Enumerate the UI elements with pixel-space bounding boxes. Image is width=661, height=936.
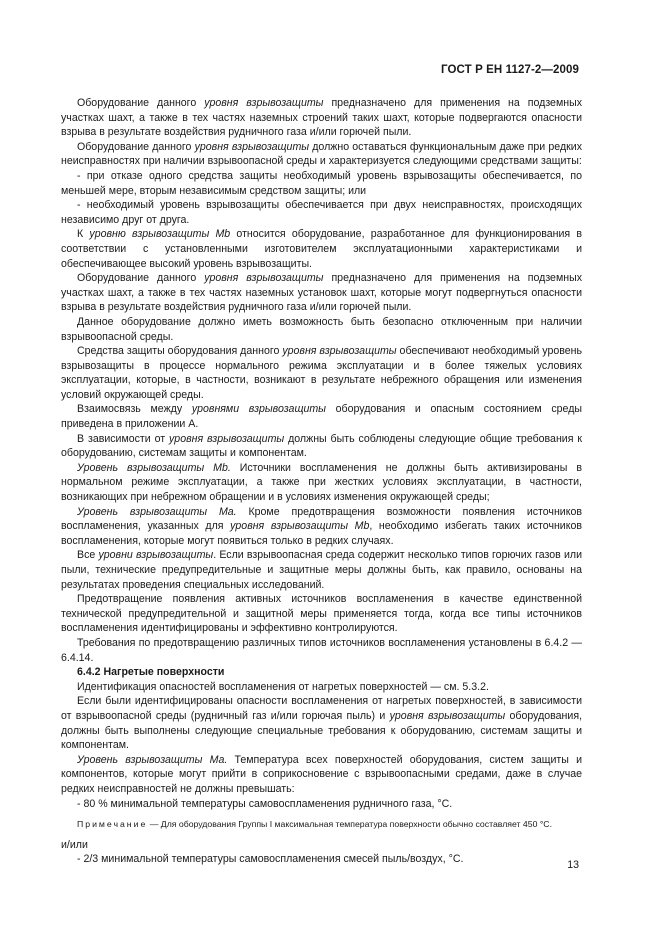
- text-segment: относится оборудование, разработанное для функционирования в соответствии с установленными изготовителем эксплуатационными характеристиками и обеспечивающее высокий уровень взрывозащиты.: [61, 228, 582, 270]
- text-segment: . Если взрывоопасная среда содержит несколько типов горючих газов или пыли, технические предупредительные и защитные меры должны быть, как правило, основаны на результатах проведения специальных исследований.: [61, 549, 582, 591]
- paragraph: [61, 592, 582, 636]
- italic-term: уровня взрывозащиты: [169, 432, 285, 445]
- italic-term: уровня взрывозащиты Mb: [230, 520, 370, 533]
- paragraph: [61, 315, 582, 344]
- paragraph: [61, 838, 582, 853]
- text-segment: предназначено для применения на подземных участках шахт, а также в тех частях наземных строений таких шахт, которые подвергаются опасности взрыва в результате воздействия рудничного газа и/или горючей пыли.: [61, 97, 582, 139]
- text-segment: К: [77, 228, 90, 241]
- italic-term: уровня взрывозащиты: [204, 97, 324, 109]
- paragraph: [61, 461, 582, 505]
- text-segment: — Для оборудования Группы I максимальная температура поверхности обычно составляет 450 °С.: [147, 819, 552, 830]
- paragraph: [61, 505, 582, 549]
- italic-term: уровня взрывозащиты: [282, 345, 397, 358]
- paragraph: [61, 96, 582, 140]
- text-segment: Температура всех поверхностей оборудования, систем защиты и компонентов, которые могут прийти в соприкосновение с взрывоопасными средами, даже в случае редких неисправностей не должны превышать:: [61, 753, 582, 795]
- document-body: [61, 96, 582, 867]
- text-segment: Оборудование данного: [77, 97, 205, 109]
- text-segment: Взаимосвязь между: [77, 403, 192, 416]
- document-header: ГОСТ Р ЕН 1127-2—2009: [441, 64, 579, 76]
- paragraph: [61, 680, 582, 695]
- paragraph: [61, 636, 582, 665]
- paragraph: [61, 797, 582, 812]
- text-segment: Оборудование данного: [77, 140, 195, 153]
- text-segment: должны быть соблюдены следующие общие требования к оборудованию, системам защиты и компонентам.: [61, 432, 582, 460]
- text-segment: 6.4.2 Нагретые поверхности: [77, 666, 225, 679]
- paragraph: [61, 753, 582, 797]
- text-segment: Предотвращение появления активных источников воспламенения в качестве единственной технической предупредительной и защитной меры применяется тогда, когда все типы источников воспламенения идентифицированы и эффективно контролируются.: [61, 593, 582, 635]
- text-segment: - при отказе одного средства защиты необходимый уровень взрывозащиты обеспечивается, по меньшей мере, вторым независимым средством защиты; или: [61, 169, 582, 197]
- italic-term: уровня взрывозащиты: [389, 709, 506, 722]
- italic-term: Уровень взрывозащиты Ma.: [77, 753, 228, 766]
- text-segment: должно оставаться функциональным даже при редких неисправностях при наличии взрывоопасной среды и характеризуется следующими средствами защиты:: [61, 140, 582, 168]
- paragraph: [61, 271, 582, 315]
- italic-term: уровня взрывозащиты: [204, 272, 324, 285]
- paragraph: [61, 432, 582, 461]
- section-heading: [61, 665, 582, 680]
- paragraph: [61, 344, 582, 402]
- note-paragraph: [61, 818, 582, 830]
- text-segment: Если были идентифицированы опасности воспламенения от нагретых поверхностей, в зависимости от взрывоопасной среды (рудничный газ и/или горючая пыль) и: [61, 695, 582, 722]
- page-number: 13: [567, 859, 579, 871]
- paragraph: [61, 694, 582, 752]
- text-segment: предназначено для применения на подземных участках шахт, а также в тех частях наземных установок шахт, которые могут подвергнуться опасности взрыва в результате воздействия рудничного газа и/или горючей пыли.: [61, 272, 582, 314]
- italic-term: уровня взрывозащиты: [194, 140, 310, 153]
- text-segment: Оборудование данного: [77, 272, 205, 285]
- paragraph: [61, 140, 582, 169]
- paragraph: [61, 402, 582, 431]
- text-segment: Примечание: [77, 819, 148, 830]
- text-segment: , необходимо избегать таких источников воспламенения, которые могут появиться только в редких случаях.: [61, 520, 583, 547]
- paragraph: [61, 852, 582, 867]
- italic-term: Уровень взрывозащиты Ma.: [77, 505, 237, 518]
- text-segment: и/или: [61, 838, 88, 851]
- text-segment: Источники воспламенения не должны быть активизированы в нормальном режиме эксплуатации, а также при жестких условиях эксплуатации, в частности, возникающих при небрежном обращении и в условиях изменения окружающей среды;: [61, 461, 582, 504]
- paragraph: [61, 227, 582, 271]
- text-segment: Требования по предотвращению различных типов источников воспламенения установлены в 6.4.2 —6.4.14.: [61, 636, 582, 664]
- paragraph: [61, 198, 582, 227]
- text-segment: Средства защиты оборудования данного: [77, 345, 283, 358]
- italic-term: уровнями взрывозащиты: [191, 403, 326, 416]
- paragraph: [61, 548, 582, 592]
- text-segment: оборудования, должны быть выполнены следующие специальные требования к оборудованию, системам защиты и компонентам.: [61, 709, 583, 752]
- text-segment: Данное оборудование должно иметь возможность быть безопасно отключенным при наличии взрывоопасной среды.: [61, 315, 582, 343]
- paragraph: [61, 169, 582, 198]
- text-segment: - необходимый уровень взрывозащиты обеспечивается при двух неисправностях, происходящих независимо друг от друга.: [61, 199, 582, 226]
- italic-term: Уровень взрывозащиты Mb.: [77, 461, 231, 474]
- text-segment: Кроме предотвращения возможности появления источников воспламенения, указанных для: [61, 505, 582, 533]
- text-segment: - 80 % минимальной температуры самовоспламенения рудничного газа, °С.: [77, 797, 453, 810]
- italic-term: уровню взрывозащиты Mb: [89, 228, 231, 241]
- text-segment: оборудования и опасным состоянием среды приведена в приложении А.: [61, 403, 582, 431]
- text-segment: - 2/3 минимальной температуры самовоспламенения смесей пыль/воздух, °С.: [77, 853, 464, 866]
- italic-term: уровни взрывозащиты: [98, 549, 214, 562]
- text-segment: обеспечивают необходимый уровень взрывозащиты в процессе нормального режима эксплуатации и в более тяжелых условиях эксплуатации, которые, в частности, возникают в результате небрежного обращения или изменения условий окружающей среды.: [61, 345, 583, 401]
- text-segment: Идентификация опасностей воспламенения от нагретых поверхностей — см. 5.3.2.: [77, 680, 489, 693]
- text-segment: В зависимости от: [77, 432, 169, 445]
- text-segment: Все: [77, 549, 99, 562]
